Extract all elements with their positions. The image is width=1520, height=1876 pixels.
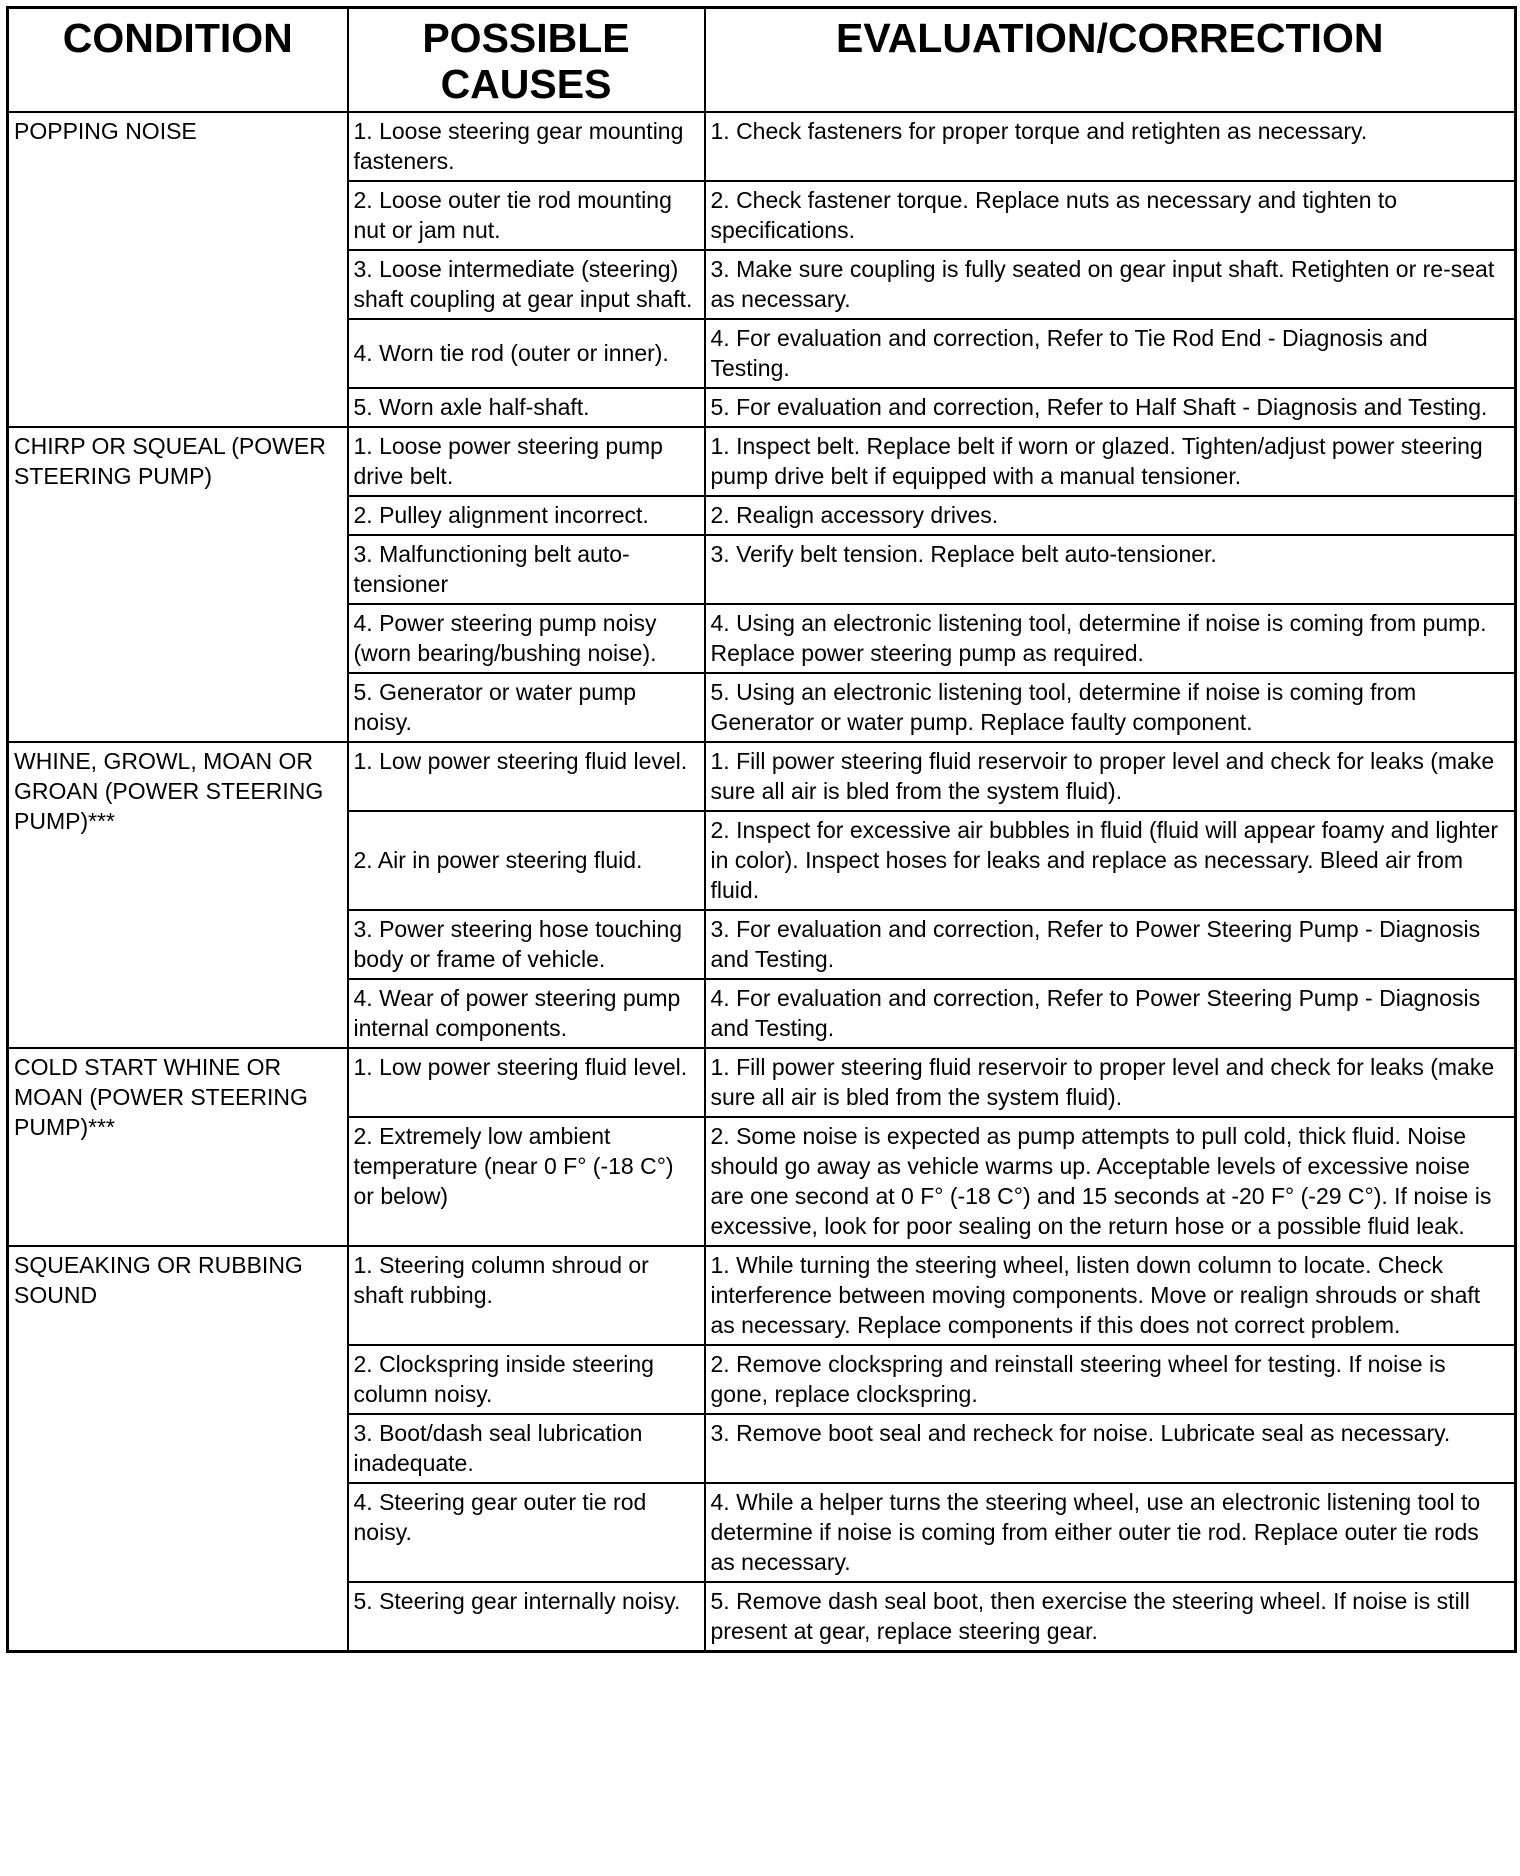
correction-cell: 2. Some noise is expected as pump attempts to pull cold, thick fluid. Noise should go away as vehicle warms up. Acceptable levels of excessive noise are one second at 0 F° (-18 C°) and 15 seconds at -20 F° (-29 C°). If noise is excessive, look for poor sealing on the return hose or a possible fluid leak.	[705, 1117, 1516, 1246]
correction-cell: 3. For evaluation and correction, Refer to Power Steering Pump - Diagnosis and Testing.	[705, 910, 1516, 979]
cause-cell: 3. Loose intermediate (steering) shaft coupling at gear input shaft.	[348, 250, 705, 319]
correction-cell: 1. Fill power steering fluid reservoir to proper level and check for leaks (make sure all air is bled from the system fluid).	[705, 742, 1516, 811]
condition-cell: WHINE, GROWL, MOAN OR GROAN (POWER STEERING PUMP)***	[8, 742, 348, 1048]
cause-cell: 3. Power steering hose touching body or frame of vehicle.	[348, 910, 705, 979]
correction-cell: 4. Using an electronic listening tool, determine if noise is coming from pump. Replace power steering pump as required.	[705, 604, 1516, 673]
cause-cell: 4. Worn tie rod (outer or inner).	[348, 319, 705, 388]
table-row	[8, 112, 1516, 181]
header-possible-causes: POSSIBLE CAUSES	[348, 8, 705, 113]
cause-cell: 3. Boot/dash seal lubrication inadequate.	[348, 1414, 705, 1483]
cause-cell: 1. Low power steering fluid level.	[348, 1048, 705, 1117]
table-row	[8, 427, 1516, 496]
correction-cell: 1. Check fasteners for proper torque and retighten as necessary.	[705, 112, 1516, 181]
cause-cell: 3. Malfunctioning belt auto-tensioner	[348, 535, 705, 604]
condition-cell: COLD START WHINE OR MOAN (POWER STEERING PUMP)***	[8, 1048, 348, 1246]
header-row	[8, 8, 1516, 113]
cause-cell: 5. Worn axle half-shaft.	[348, 388, 705, 427]
cause-cell: 1. Loose power steering pump drive belt.	[348, 427, 705, 496]
cause-cell: 2. Pulley alignment incorrect.	[348, 496, 705, 535]
table-row	[8, 1246, 1516, 1345]
correction-cell: 5. Remove dash seal boot, then exercise the steering wheel. If noise is still present at gear, replace steering gear.	[705, 1582, 1516, 1652]
cause-cell: 2. Clockspring inside steering column noisy.	[348, 1345, 705, 1414]
table-row	[8, 742, 1516, 811]
condition-cell: POPPING NOISE	[8, 112, 348, 427]
cause-cell: 2. Air in power steering fluid.	[348, 811, 705, 910]
correction-cell: 3. Verify belt tension. Replace belt auto-tensioner.	[705, 535, 1516, 604]
correction-cell: 2. Inspect for excessive air bubbles in fluid (fluid will appear foamy and lighter in color). Inspect hoses for leaks and replace as necessary. Bleed air from fluid.	[705, 811, 1516, 910]
cause-cell: 2. Loose outer tie rod mounting nut or jam nut.	[348, 181, 705, 250]
condition-cell: SQUEAKING OR RUBBING SOUND	[8, 1246, 348, 1652]
cause-cell: 2. Extremely low ambient temperature (near 0 F° (-18 C°) or below)	[348, 1117, 705, 1246]
cause-cell: 5. Generator or water pump noisy.	[348, 673, 705, 742]
cause-cell: 1. Low power steering fluid level.	[348, 742, 705, 811]
correction-cell: 5. For evaluation and correction, Refer to Half Shaft - Diagnosis and Testing.	[705, 388, 1516, 427]
table-row	[8, 1048, 1516, 1117]
correction-cell: 1. Inspect belt. Replace belt if worn or glazed. Tighten/adjust power steering pump drive belt if equipped with a manual tensioner.	[705, 427, 1516, 496]
correction-cell: 4. For evaluation and correction, Refer to Power Steering Pump - Diagnosis and Testing.	[705, 979, 1516, 1048]
cause-cell: 1. Loose steering gear mounting fasteners.	[348, 112, 705, 181]
cause-cell: 4. Steering gear outer tie rod noisy.	[348, 1483, 705, 1582]
correction-cell: 1. Fill power steering fluid reservoir to proper level and check for leaks (make sure all air is bled from the system fluid).	[705, 1048, 1516, 1117]
correction-cell: 4. For evaluation and correction, Refer to Tie Rod End - Diagnosis and Testing.	[705, 319, 1516, 388]
cause-cell: 1. Steering column shroud or shaft rubbing.	[348, 1246, 705, 1345]
diagnosis-table-container	[6, 6, 1514, 1653]
condition-cell: CHIRP OR SQUEAL (POWER STEERING PUMP)	[8, 427, 348, 742]
correction-cell: 1. While turning the steering wheel, listen down column to locate. Check interference between moving components. Move or realign shrouds or shaft as necessary. Replace components if this does not correct problem.	[705, 1246, 1516, 1345]
header-evaluation-correction: EVALUATION/CORRECTION	[705, 8, 1516, 113]
header-condition: CONDITION	[8, 8, 348, 113]
cause-cell: 4. Wear of power steering pump internal components.	[348, 979, 705, 1048]
correction-cell: 3. Remove boot seal and recheck for noise. Lubricate seal as necessary.	[705, 1414, 1516, 1483]
correction-cell: 2. Remove clockspring and reinstall steering wheel for testing. If noise is gone, replace clockspring.	[705, 1345, 1516, 1414]
correction-cell: 4. While a helper turns the steering wheel, use an electronic listening tool to determine if noise is coming from either outer tie rod. Replace outer tie rods as necessary.	[705, 1483, 1516, 1582]
cause-cell: 5. Steering gear internally noisy.	[348, 1582, 705, 1652]
correction-cell: 2. Check fastener torque. Replace nuts as necessary and tighten to specifications.	[705, 181, 1516, 250]
cause-cell: 4. Power steering pump noisy (worn bearing/bushing noise).	[348, 604, 705, 673]
diagnosis-table	[6, 6, 1517, 1653]
correction-cell: 5. Using an electronic listening tool, determine if noise is coming from Generator or water pump. Replace faulty component.	[705, 673, 1516, 742]
correction-cell: 3. Make sure coupling is fully seated on gear input shaft. Retighten or re-seat as necessary.	[705, 250, 1516, 319]
correction-cell: 2. Realign accessory drives.	[705, 496, 1516, 535]
